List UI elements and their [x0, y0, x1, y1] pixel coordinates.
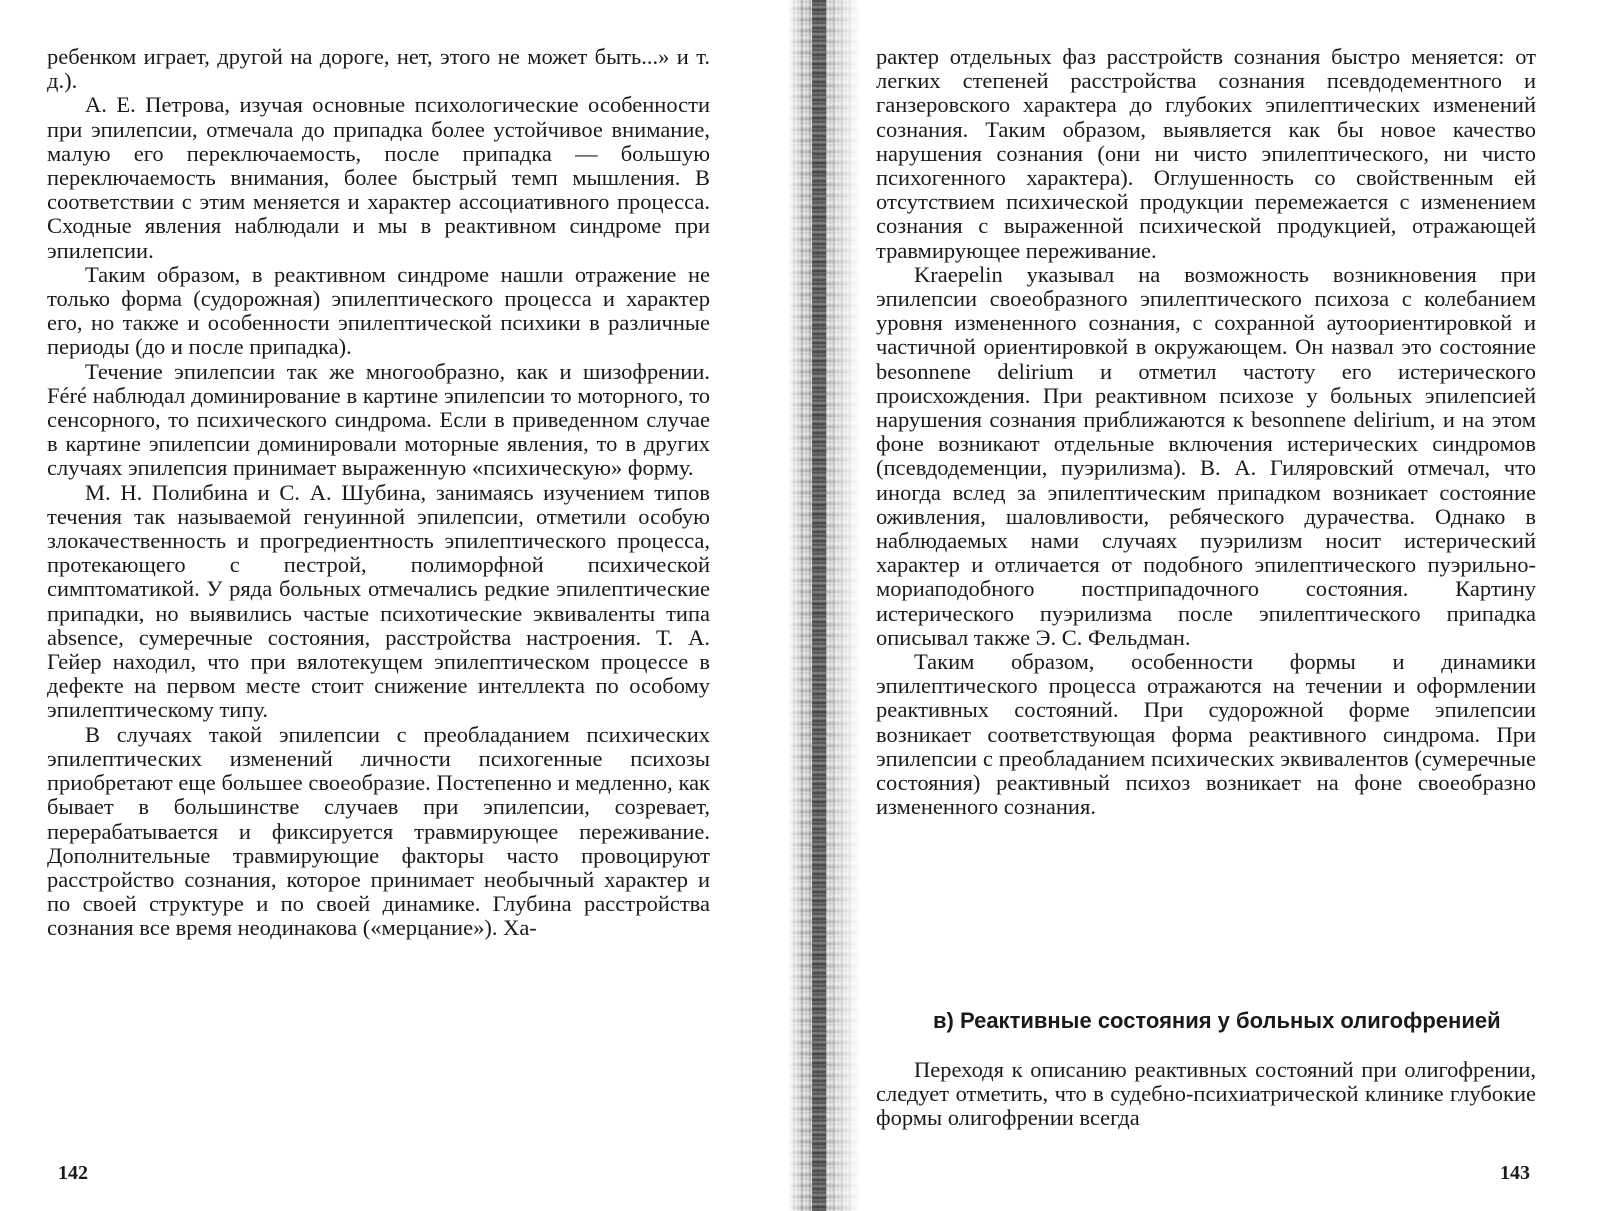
right-page — [790, 0, 1600, 1211]
left-paragraph-5: М. Н. Полибина и С. А. Шубина, занимаясь изучением типов течения так называемой генуинной эпилепсии, отметили особую злокачественность и прогредиентность эпилептического процесса, протекающего с пестрой, полиморфной психической симптоматикой. У ряда больных отмечались редкие эпилептические припадки, но выявились частые психотические эквиваленты типа absence, сумеречные состояния, расстройства настроения. Т. А. Гейер находил, что при вялотекущем эпилептическом процессе в дефекте на первом месте стоит снижение интеллекта по особому эпилептическому типу. — [47, 479, 710, 723]
left-page-number: 142 — [58, 1162, 88, 1184]
right-paragraph-3: Таким образом, особенности формы и динамики эпилептического процесса отражаются на течении и оформлении реактивных состояний. При судорожной форме эпилепсии возникает соответствующая форма реактивного синдрома. При эпилепсии с преобладанием психических эквивалентов (сумеречные состояния) реактивный психоз возникает на фоне своеобразно измененного сознания. — [876, 649, 1536, 820]
right-paragraph-2: Kraepelin указывал на возможность возникновения при эпилепсии своеобразного эпилептического психоза с колебанием уровня измененного сознания, с сохранной аутоориентировкой и частичной ориентировкой в окружающем. Он назвал это состояние besonnene delirium и отметил частоту его истерического происхождения. При реактивном психозе у больных эпилепсией нарушения сознания приближаются к besonnene delirium, и на этом фоне возникают отдельные включения истерических синдромов (псевдодеменции, пуэрилизма). В. А. Гиляровский отмечал, что иногда вслед за эпилептическим припадком возникает состояние оживления, шаловливости, ребяческого дурачества. Однако в наблюдаемых нами случаях пуэрилизм носит истерический характер и отличается от подобного эпилептического пуэрильно-мориаподобного постприпадочного состояния. Картину истерического пуэрилизма после эпилептического припадка описывал также Э. С. Фельдман. — [876, 261, 1536, 650]
right-page-number: 143 — [1500, 1162, 1530, 1184]
left-paragraph-3: Таким образом, в реактивном синдроме нашли отражение не только форма (судорожная) эпилептического процесса и характер его, но также и особенности эпилептической психики в различные периоды (до и после припадка). — [47, 261, 710, 360]
left-page — [0, 0, 790, 1211]
right-page-text — [876, 45, 1536, 820]
left-paragraph-1: ребенком играет, другой на дороге, нет, этого не может быть...» и т. д.). — [47, 44, 710, 94]
right-page-text-after-heading — [876, 1058, 1536, 1131]
right-paragraph-1: рактер отдельных фаз расстройств сознания быстро меняется: от легких степеней расстройства сознания псевдодементного и ганзеровского характера до глубоких эпилептических изменений сознания. Таким образом, выявляется как бы новое качество нарушения сознания (они ни чисто эпилептического, ни чисто психогенного характера). Оглушенность со свойственным ей отсутствием психической продукции перемежается с изменением сознания с выраженной психической продукцией, отражающей травмирующее переживание. — [876, 44, 1536, 263]
left-paragraph-6: В случаях такой эпилепсии с преобладанием психических эпилептических изменений личности психогенные психозы приобретают еще большее своеобразие. Постепенно и медленно, как бывает в большинстве случаев при эпилепсии, созревает, перерабатывается и фиксируется травмирующее переживание. Дополнительные травмирующие факторы часто провоцируют расстройство сознания, которое принимает необычный характер и по своей структуре и по своей динамике. Глубина расстройства сознания все время неодинакова («мерцание»). Ха- — [47, 721, 710, 941]
left-page-text — [47, 45, 710, 941]
right-paragraph-4: Переходя к описанию реактивных состояний при олигофрении, следует отметить, что в судебно-психиатрической клинике глубокие формы олигофрении всегда — [876, 1057, 1536, 1131]
left-paragraph-4: Течение эпилепсии так же многообразно, как и шизофрении. Féré наблюдал доминирование в картине эпилепсии то моторного, то сенсорного, то психического синдрома. Если в приведенном случае в картине эпилепсии доминировали моторные явления, то в других случаях эпилепсия принимает выраженную «психическую» форму. — [47, 358, 710, 481]
section-heading: в) Реактивные состояния у больных олигофренией — [933, 1008, 1501, 1033]
left-paragraph-2: А. Е. Петрова, изучая основные психологические особенности при эпилепсии, отмечала до припадка более устойчивое внимание, малую его переключаемость, после припадка — большую переключаемость внимания, более быстрый темп мышления. В соответствии с этим меняется и характер ассоциативного процесса. Сходные явления наблюдали и мы в реактивном синдроме при эпилепсии. — [47, 92, 710, 263]
